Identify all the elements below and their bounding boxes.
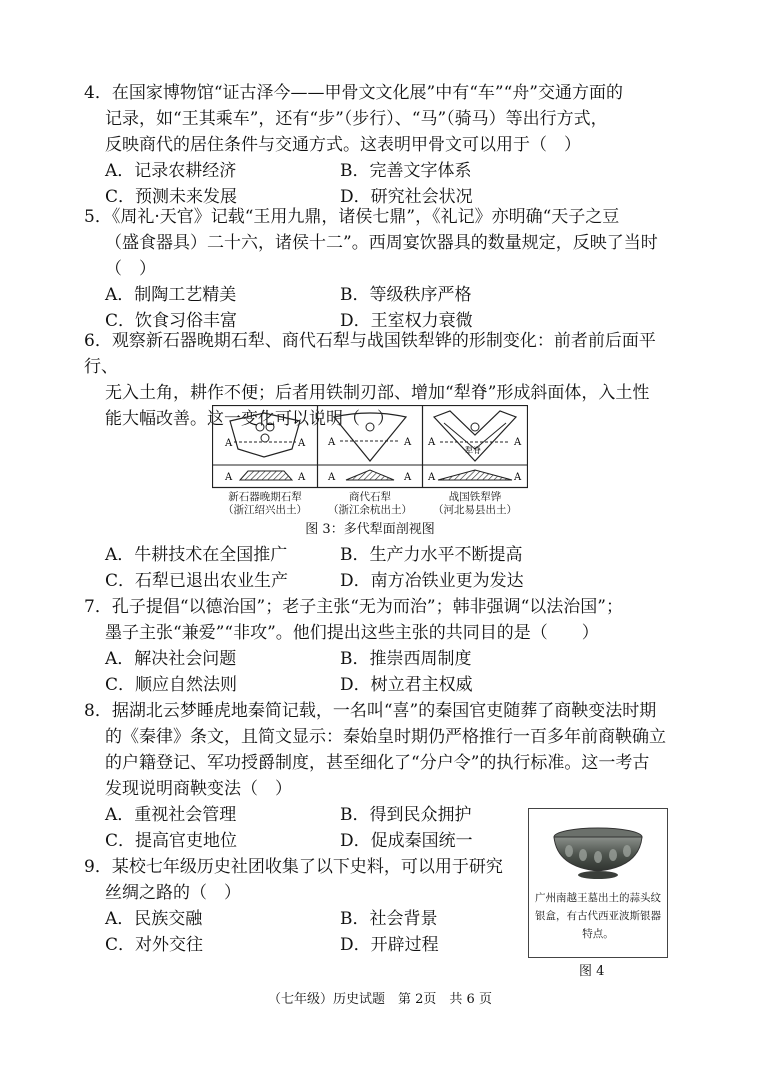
option-c[interactable]: C．预测未来发展 — [105, 187, 238, 207]
option-a[interactable]: A．重视社会管理 — [105, 805, 237, 825]
option-b[interactable]: B．得到民众拥护 — [340, 805, 472, 825]
question-4-options-row-1 — [84, 158, 684, 184]
option-c[interactable]: C．饮食习俗丰富 — [105, 311, 238, 331]
panel-3-title: 战国铁犁铧 — [448, 491, 502, 503]
question-4-line-1: 4．在国家博物馆“证古泽今——甲骨文文化展”中有“车”“舟”交通方面的 — [84, 83, 623, 103]
option-b[interactable]: B．完善文字体系 — [340, 161, 472, 181]
option-d[interactable]: D．开辟过程 — [340, 935, 439, 955]
option-b[interactable]: B．生产力水平不断提高 — [340, 545, 523, 565]
axis-label: A — [428, 472, 436, 483]
question-8-line-3: 的户籍登记、军功授爵制度，甚至细化了“分户令”的执行标准。这一考古 — [105, 753, 650, 773]
axis-label: A — [298, 438, 306, 449]
axis-label: A — [404, 437, 412, 448]
option-a[interactable]: A．记录农耕经济 — [105, 161, 237, 181]
question-5-line-3: （ ） — [105, 259, 156, 279]
option-a[interactable]: A．解决社会问题 — [105, 649, 237, 669]
question-9-line-1: 9．某校七年级历史社团收集了以下史料，可以用于研究 — [84, 857, 503, 877]
figure-3-plow-cross-sections — [212, 405, 528, 517]
question-5 — [84, 204, 684, 334]
option-c[interactable]: C．石犁已退出农业生产 — [105, 571, 289, 591]
axis-label: A — [428, 437, 436, 448]
axis-label: A — [225, 472, 233, 483]
option-b[interactable]: B．推崇西周制度 — [340, 649, 472, 669]
question-5-options-row-1 — [84, 282, 684, 308]
question-4-line-3: 反映商代的居住条件与交通方式。这表明甲骨文可以用于（ ） — [105, 135, 581, 155]
question-6-options — [84, 542, 684, 594]
question-6-line-3: 能大幅改善。这一变化可以说明（ ） — [105, 409, 394, 429]
question-7-options-row-2 — [84, 672, 684, 698]
panel-1-title: 新石器晚期石犁 — [228, 491, 302, 503]
option-c[interactable]: C．顺应自然法则 — [105, 675, 238, 695]
question-9-line-2: 丝绸之路的（ ） — [105, 883, 241, 903]
axis-label: A — [514, 437, 522, 448]
option-a[interactable]: A．民族交融 — [105, 909, 203, 929]
question-8-line-4: 发现说明商鞅变法（ ） — [105, 779, 292, 799]
panel-2-origin: （浙江余杭出土） — [328, 504, 412, 516]
neolithic-plow-shape — [230, 413, 300, 480]
question-7-line-1: 7．孔子提倡“以德治国”；老子主张“无为而治”；韩非强调“以法治国”； — [84, 597, 623, 617]
axis-label: A — [404, 472, 412, 483]
question-9-options-row-1 — [84, 906, 524, 932]
axis-label: A — [514, 472, 522, 483]
option-d[interactable]: D．研究社会状况 — [340, 187, 473, 207]
plow-ridge-label: 犁脊 — [465, 446, 481, 455]
question-4 — [84, 80, 684, 210]
question-6-options-row-1 — [84, 542, 684, 568]
axis-label: A — [328, 437, 336, 448]
question-6-line-1: 6．观察新石器晚期石犁、商代石犁与战国铁犁铧的形制变化：前者前后面平行、 — [84, 331, 656, 377]
question-5-line-2: （盛食器具）二十六，诸侯十二”。西周宴饮器具的数量规定，反映了当时 — [105, 233, 658, 253]
question-5-line-1: 5．《周礼·天官》记载“王用九鼎，诸侯七鼎”，《礼记》亦明确“天子之豆 — [84, 207, 620, 227]
panel-3-origin: （河北易县出土） — [433, 504, 517, 516]
panel-1-origin: （浙江绍兴出土） — [223, 504, 307, 516]
option-d[interactable]: D．树立君主权威 — [340, 675, 473, 695]
question-7 — [84, 594, 684, 698]
option-c[interactable]: C．提高官吏地位 — [105, 831, 238, 851]
question-9-options-row-2 — [84, 932, 524, 958]
axis-label: A — [328, 472, 336, 483]
option-c[interactable]: C．对外交往 — [105, 935, 204, 955]
option-a[interactable]: A．牛耕技术在全国推广 — [105, 545, 288, 565]
axis-label: A — [298, 472, 306, 483]
page-footer: （七年级）历史试题 第 2页 共 6 页 — [268, 992, 492, 1007]
question-7-options-row-1 — [84, 646, 684, 672]
question-9 — [84, 854, 524, 958]
question-6-options-row-2 — [84, 568, 684, 594]
figure-4-silver-box — [528, 808, 668, 958]
question-4-line-2: 记录，如“王其乘车”，还有“步”（步行）、“马”（骑马）等出行方式， — [105, 109, 608, 129]
silver-box-image — [529, 809, 667, 885]
figure-4-caption: 广州南越王墓出土的蒜头纹银盒，有古代西亚波斯银器特点。 — [535, 892, 661, 940]
axis-label: A — [225, 438, 233, 449]
question-8-line-1: 8．据湖北云梦睡虎地秦简记载，一名叫“喜”的秦国官吏随葬了商鞅变法时期 — [84, 701, 657, 721]
option-b[interactable]: B．等级秩序严格 — [340, 285, 472, 305]
figure-3-caption: 图 3：多代犁面剖视图 — [305, 522, 435, 537]
shang-plow-shape — [334, 413, 406, 480]
option-d[interactable]: D．南方冶铁业更为发达 — [340, 571, 524, 591]
option-b[interactable]: B．社会背景 — [340, 909, 438, 929]
question-8-line-2: 的《秦律》条文，且简文显示：秦始皇时期仍严格推行一百多年前商鞅确立 — [105, 727, 666, 747]
option-d[interactable]: D．王室权力衰微 — [340, 311, 473, 331]
question-6-line-2: 无入土角，耕作不便；后者用铁制刃部、增加“犁脊”形成斜面体，入土性 — [105, 383, 650, 403]
option-a[interactable]: A．制陶工艺精美 — [105, 285, 237, 305]
question-7-line-2: 墨子主张“兼爱”“非攻”。他们提出这些主张的共同目的是（ ） — [105, 623, 599, 643]
panel-2-title: 商代石犁 — [349, 491, 391, 503]
option-d[interactable]: D．促成秦国统一 — [340, 831, 473, 851]
figure-4-label: 图 4 — [579, 964, 605, 979]
